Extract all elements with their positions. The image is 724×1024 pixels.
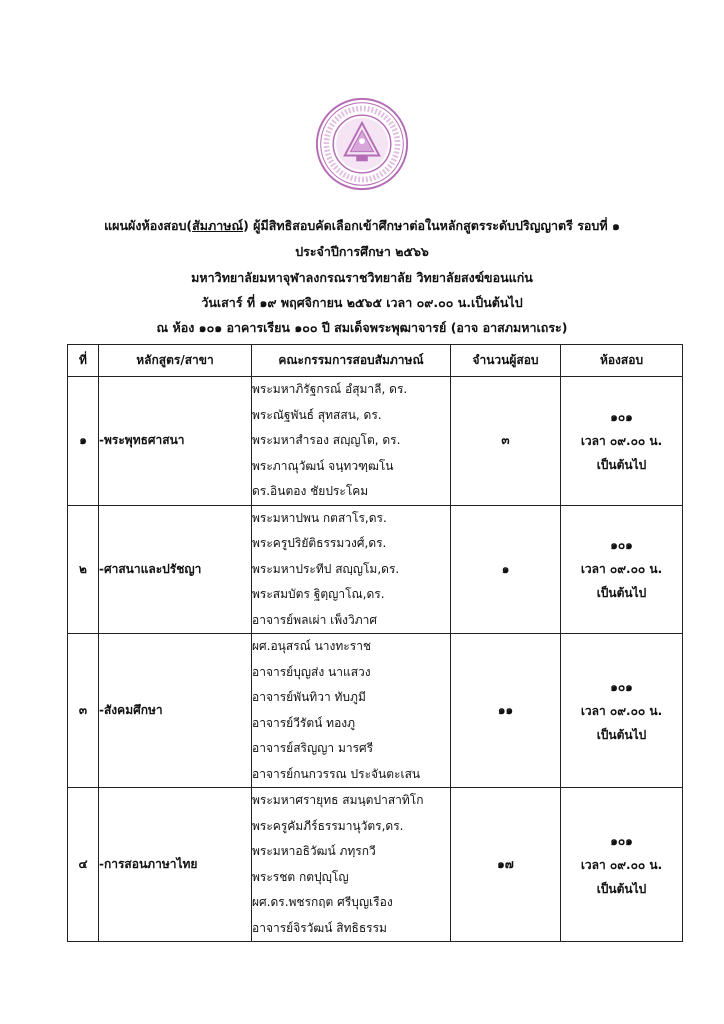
title-line-1: แผนผังห้องสอบ(สัมภาษณ์) ผู้มีสิทธิสอบคัดเลือกเข้าศึกษาต่อในหลักสูตรระดับปริญญาตรี รอบที่ ๑	[104, 218, 620, 233]
title-line-2: ประจำปีการศึกษา ๒๕๖๖	[295, 244, 429, 259]
room-info-line: ๑๐๑	[610, 833, 633, 848]
room-info-line: ๑๐๑	[610, 679, 633, 694]
exam-room-table	[67, 344, 683, 942]
column-header-no: ที่	[68, 345, 99, 377]
title-line-4: วันเสาร์ ที่ ๑๙ พฤศจิกายน ๒๕๖๕ เวลา ๐๙.๐๐ น.เป็นต้นไป	[201, 295, 523, 310]
row-number: ๑	[68, 377, 99, 506]
committee-member: ผศ.ดร.พชรกฤต ศรีบุญเรือง	[252, 895, 393, 909]
table-row	[68, 377, 683, 506]
committee-list	[252, 505, 451, 634]
course-name: -พระพุทธศาสนา	[99, 377, 252, 506]
committee-member: พระณัฐพันธ์ สุทสสน, ดร.	[252, 407, 382, 422]
committee-member: พระครูปริยัติธรรมวงศ์,ดร.	[252, 536, 387, 550]
committee-member: พระภาณุวัฒน์ จนฺทวฑฺฒโน	[252, 458, 394, 473]
title-line-5: ณ ห้อง ๑๐๑ อาคารเรียน ๑๐๐ ปี สมเด็จพระพุฒาจารย์ (อาจ อาสภมหาเถระ)	[156, 320, 568, 335]
row-number: ๔	[68, 788, 99, 942]
committee-member: พระรชต กตปุญฺโญ	[252, 869, 349, 884]
table-row	[68, 505, 683, 634]
university-seal-logo	[314, 96, 410, 192]
room-info-line: เป็นต้นไป	[596, 457, 647, 472]
course-name: -การสอนภาษาไทย	[99, 788, 252, 942]
title-underlined-word: สัมภาษณ์	[192, 218, 244, 233]
committee-member: พระครูคัมภีร์ธรรมานุวัตร,ดร.	[252, 818, 404, 833]
candidate-count: ๑	[451, 505, 561, 634]
title-line-3: มหาวิทยาลัยมหาจุฬาลงกรณราชวิทยาลัย วิทยาลัยสงฆ์ขอนแก่น	[191, 270, 533, 285]
table-header-row	[68, 345, 683, 377]
table-row	[68, 788, 683, 942]
committee-member: พระสมบัตร ฐิตฺญาโณ,ดร.	[252, 587, 385, 601]
committee-member: พระมหาประทีป สญฺญโม,ดร.	[252, 561, 400, 576]
committee-member: พระมหาอธิวัฒน์ ภทฺรกวี	[252, 844, 376, 858]
exam-room	[561, 377, 683, 506]
committee-member: อาจารย์สริญญา มารศรี	[252, 741, 374, 755]
table-row	[68, 634, 683, 788]
room-info-line: เวลา ๐๙.๐๐ น.	[580, 562, 663, 577]
exam-room	[561, 505, 683, 634]
room-info-line: เป็นต้นไป	[596, 881, 647, 896]
room-info-line: ๑๐๑	[610, 409, 633, 424]
column-header-committee: คณะกรรมการสอบสัมภาษณ์	[252, 345, 451, 377]
row-number: ๒	[68, 505, 99, 634]
row-number: ๓	[68, 634, 99, 788]
committee-member: พระมหาภิรัฐกรณ์ อํสุมาลี, ดร.	[252, 382, 408, 396]
column-header-room: ห้องสอบ	[561, 345, 683, 377]
candidate-count: ๓	[451, 377, 561, 506]
committee-member: อาจารย์วีรัตน์ ทองภู	[252, 715, 356, 730]
committee-member: อาจารย์พลเผ่า เพ็งวิภาศ	[252, 612, 378, 627]
committee-member: อาจารย์จิรวัฒน์ สิทธิธรรม	[252, 920, 387, 935]
room-info-line: ๑๐๑	[610, 538, 633, 553]
exam-room	[561, 788, 683, 942]
room-info-line: เป็นต้นไป	[596, 586, 647, 601]
exam-room	[561, 634, 683, 788]
committee-list	[252, 634, 451, 788]
course-name: -ศาสนาและปรัชญา	[99, 505, 252, 634]
committee-member: ผศ.อนุสรณ์ นางทะราช	[252, 639, 372, 653]
room-info-line: เวลา ๐๙.๐๐ น.	[580, 703, 663, 718]
committee-list	[252, 377, 451, 506]
committee-list	[252, 788, 451, 942]
committee-member: พระมหาสำรอง สญฺญโต, ดร.	[252, 433, 401, 447]
candidate-count: ๑๗	[451, 788, 561, 942]
committee-member: ดร.อินตอง ชัยประโคม	[252, 484, 369, 498]
committee-member: อาจารย์พันทิวา ทับภูมี	[252, 690, 366, 704]
candidate-count: ๑๑	[451, 634, 561, 788]
column-header-count: จำนวนผู้สอบ	[451, 345, 561, 377]
committee-member: พระมหาศรายุทธ สมนฺตปาสาทิโก	[252, 793, 424, 807]
room-info-line: เวลา ๐๙.๐๐ น.	[580, 857, 663, 872]
room-info-line: เวลา ๐๙.๐๐ น.	[580, 433, 663, 448]
committee-member: พระมหาปพน กตสาโร,ดร.	[252, 510, 387, 525]
committee-member: อาจารย์บุญส่ง นาแสวง	[252, 664, 371, 679]
course-name: -สังคมศึกษา	[99, 634, 252, 788]
column-header-course: หลักสูตร/สาขา	[99, 345, 252, 377]
room-info-line: เป็นต้นไป	[596, 727, 647, 742]
committee-member: อาจารย์กนกวรรณ ประจันตะเสน	[252, 766, 421, 781]
